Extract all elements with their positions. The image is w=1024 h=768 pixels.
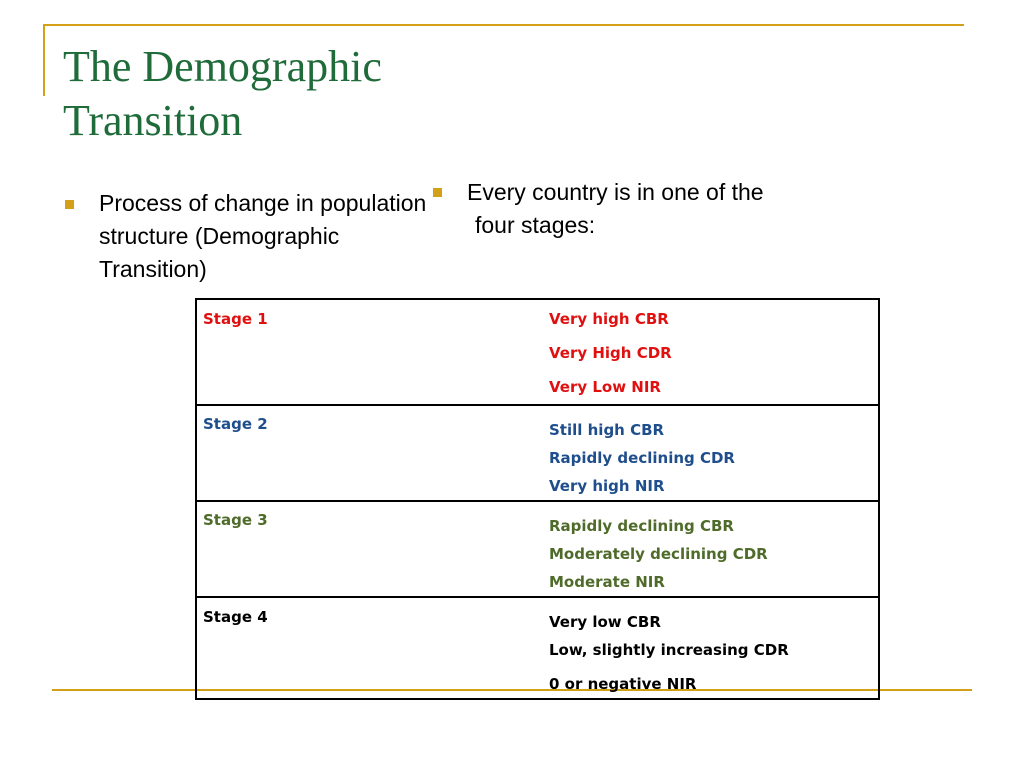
table-row-stage-4 <box>196 597 879 699</box>
stage-value: Very High CDR <box>549 344 672 362</box>
bullet-text: Every country is in one of the <box>467 179 764 205</box>
stage-label: Stage 1 <box>203 310 268 328</box>
stage-label: Stage 3 <box>203 511 268 529</box>
stage-value: Still high CBR <box>549 421 665 439</box>
stage-label: Stage 2 <box>203 415 268 433</box>
stage-value: Very high NIR <box>549 477 665 495</box>
table-row-stage-3 <box>196 501 879 597</box>
frame-left-rule <box>43 24 45 96</box>
stage-value: Rapidly declining CBR <box>549 517 734 535</box>
stage-values <box>543 299 879 405</box>
bullet-text: Process of change in population structure (Demographic Transition) <box>99 190 427 282</box>
stage-value: Moderately declining CDR <box>549 545 768 563</box>
stage-values <box>543 501 879 597</box>
stage-label: Stage 4 <box>203 608 268 626</box>
stage-value: Low, slightly increasing CDR <box>549 641 789 659</box>
stage-values <box>543 597 879 699</box>
bullet-process <box>99 187 429 286</box>
bullet-text-continued: four stages: <box>475 212 596 238</box>
table-row-stage-2 <box>196 405 879 501</box>
bullet-every-country <box>467 176 867 242</box>
table-row-stage-1 <box>196 299 879 405</box>
stage-values <box>543 405 879 501</box>
stage-value: 0 or negative NIR <box>549 675 697 693</box>
square-bullet-icon <box>433 188 442 197</box>
frame-top-rule <box>43 24 964 26</box>
stage-value: Very high CBR <box>549 310 669 328</box>
slide-title: The Demographic Transition <box>63 42 382 145</box>
stage-value: Very Low NIR <box>549 378 661 396</box>
stage-value: Very low CBR <box>549 613 661 631</box>
square-bullet-icon <box>65 200 74 209</box>
stage-value: Moderate NIR <box>549 573 665 591</box>
stage-value: Rapidly declining CDR <box>549 449 735 467</box>
stages-table <box>195 298 880 700</box>
